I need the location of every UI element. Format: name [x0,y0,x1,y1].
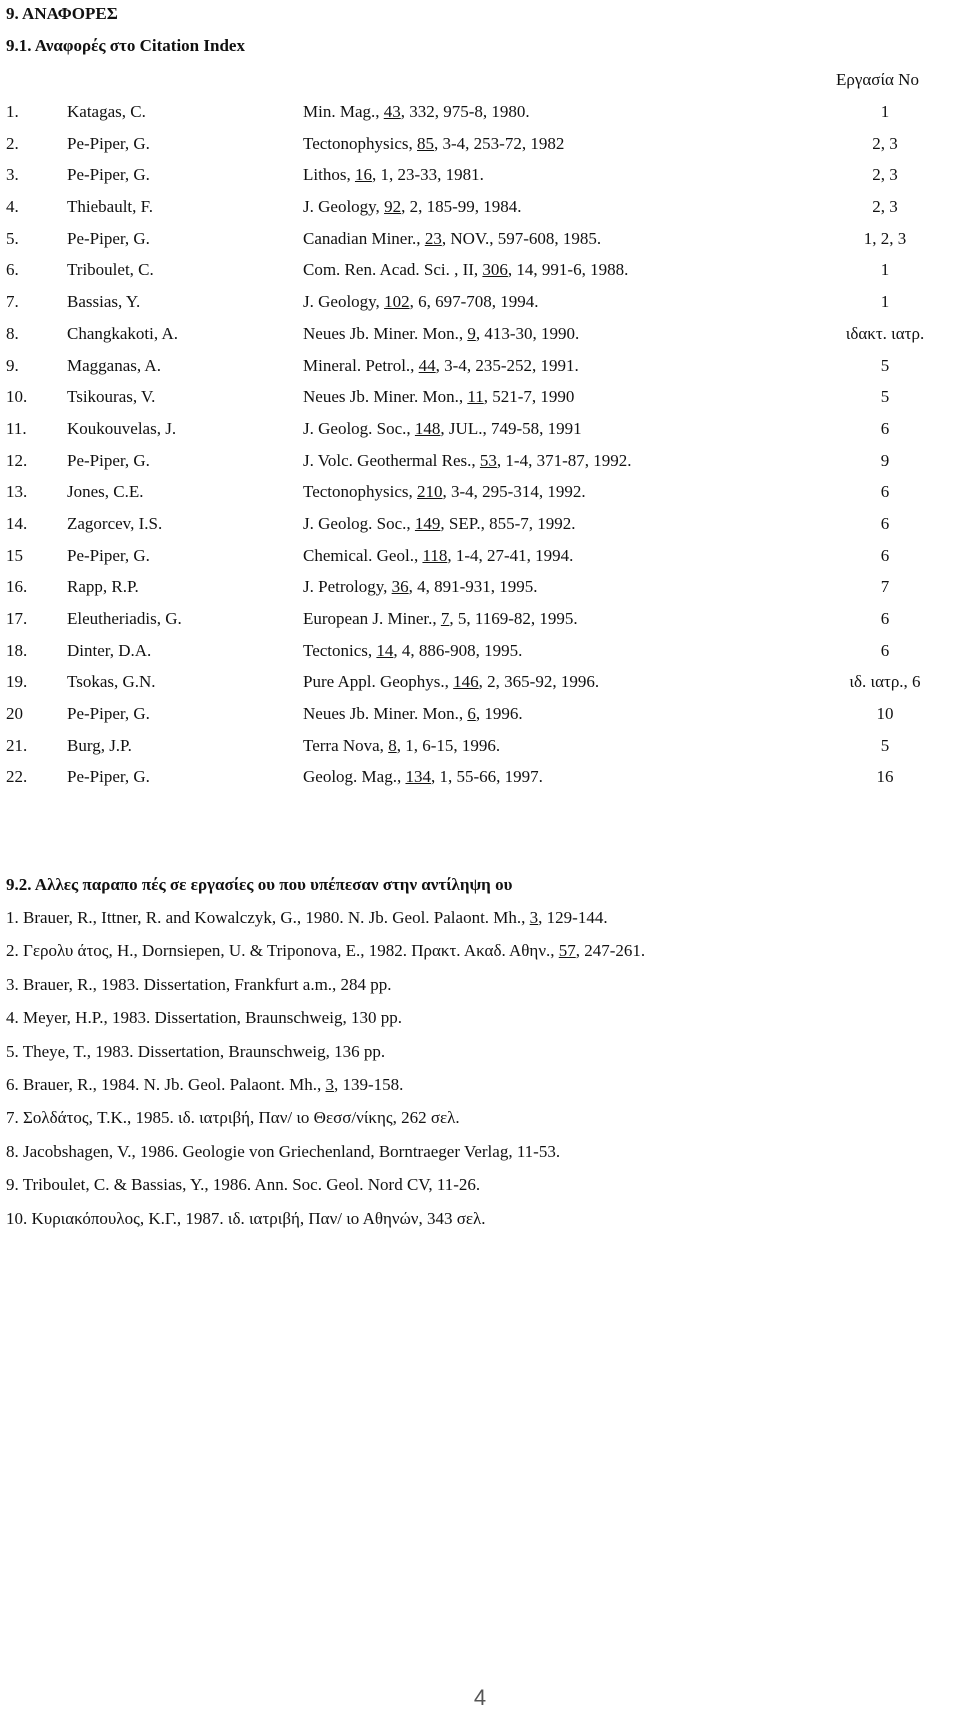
journal-details: , NOV., 597-608, 1985. [441,228,602,248]
journal-name: Tectonics, [303,640,377,660]
citation-row [0,197,960,229]
citation-index-list [0,102,960,799]
reference-pages: , 139-158. [333,1074,404,1094]
journal-volume: 8 [388,735,397,755]
journal-details: , 332, 975-8, 1980. [400,102,530,121]
citation-number: 2. [6,133,19,153]
journal-volume: 14 [376,640,394,660]
reference-item [6,1108,946,1141]
citation-row [0,704,960,736]
citation-author: Koukouvelas, J. [67,418,177,438]
citation-author: Bassias, Y. [67,292,141,312]
citation-author: Pe-Piper, G. [67,228,150,248]
citing-paper-number: 2, 3 [872,197,898,217]
citation-number: 14. [6,513,28,533]
citation-number: 8. [6,323,19,343]
citation-author: Eleutheriadis, G. [67,609,182,628]
citation-author: Tsikouras, V. [67,387,156,407]
journal-name: Mineral. Petrol., [303,355,419,375]
citing-paper-number: 6 [880,418,890,438]
journal-volume: 16 [354,165,372,185]
citation-row [0,260,960,292]
citation-author: Pe-Piper, G. [67,767,150,787]
citation-number: 9. [6,355,19,375]
journal-details: , 4, 886-908, 1995. [393,640,523,660]
citing-paper-number: 6 [880,609,890,628]
citation-row [0,102,960,134]
citation-journal [303,577,538,597]
journal-details: , 4, 891-931, 1995. [408,577,538,597]
journal-name: J. Geolog. Soc., [303,418,415,438]
journal-name: Tectonophysics, [303,133,418,153]
citation-row [0,672,960,704]
citation-author: Pe-Piper, G. [67,165,150,185]
citation-number: 21. [6,735,28,755]
journal-volume: 306 [482,260,508,280]
citing-paper-number: ιδ. ιατρ., 6 [849,672,921,692]
citation-journal [303,514,576,534]
journal-details: , 3-4, 253-72, 1982 [434,133,565,153]
journal-name: European J. Miner., [303,609,441,628]
reference-item [6,1075,946,1108]
journal-volume: 146 [453,672,479,692]
citation-author: Burg, J.P. [67,735,132,755]
reference-item [6,1209,946,1242]
citation-number: 17. [6,609,28,628]
citing-paper-number: 7 [880,577,890,597]
citation-row [0,767,960,799]
reference-pages: , 247-261. [575,941,646,961]
journal-name: J. Petrology, [303,577,392,597]
journal-volume: 6 [467,704,476,724]
citation-journal [303,165,484,185]
citation-number: 19. [6,672,28,692]
journal-name: Neues Jb. Miner. Mon., [303,704,468,724]
section-heading-other-references: 9.2. Αλλες παραπο πές σε εργασίες ου που υπέπεσαν στην αντίληψη ου [6,875,513,894]
journal-volume: 148 [414,418,441,438]
citation-journal [303,672,599,692]
journal-details: , SEP., 855-7, 1992. [440,513,576,533]
citation-journal [303,356,579,376]
citation-journal [303,292,538,312]
citing-paper-number: 1 [880,292,890,312]
journal-name: J. Geolog. Soc., [303,513,415,533]
citing-paper-number: 5 [880,387,890,407]
reference-text: 8. Jacobshagen, V., 1986. Geologie von Griechenland, Borntraeger Verlag, 11-53. [6,1141,561,1161]
journal-name: Pure Appl. Geophys., [303,672,454,692]
journal-name: Min. Mag., [303,102,384,121]
citation-journal [303,609,578,629]
citation-row [0,419,960,451]
reference-item [6,1008,946,1041]
journal-name: J. Geology, [303,197,385,217]
citation-number: 4. [6,197,19,217]
citation-number: 10. [6,387,28,407]
paper-number-column-header: Εργασία No [836,70,919,89]
citing-paper-number: 6 [880,545,890,565]
citing-paper-number: 1 [880,260,890,280]
reference-text: 6. Brauer, R., 1984. N. Jb. Geol. Palaont. Mh., [6,1074,326,1094]
journal-name: Neues Jb. Miner. Mon., [303,323,468,343]
journal-details: , 413-30, 1990. [475,323,580,343]
other-references-list [6,908,946,1242]
journal-volume: 23 [424,228,442,248]
citation-row [0,134,960,166]
citation-number: 11. [6,418,27,438]
reference-volume: 57 [558,941,576,961]
citation-number: 12. [6,450,28,470]
citation-author: Magganas, A. [67,355,161,375]
citation-journal [303,197,521,217]
citation-journal [303,324,579,344]
citation-row [0,165,960,197]
page-number: 4 [473,1685,487,1710]
citation-journal [303,387,574,407]
citation-row [0,736,960,768]
citation-row [0,577,960,609]
journal-details: , 521-7, 1990 [483,387,575,407]
reference-text: 7. Σολδάτος, T.K., 1985. ιδ. ιατριβή, Παν/ ιο Θεσσ/νίκης, 262 σελ. [6,1108,460,1128]
citation-row [0,451,960,483]
reference-item [6,908,946,941]
journal-details: , 3-4, 295-314, 1992. [442,482,586,502]
journal-details: , 1-4, 27-41, 1994. [447,545,574,565]
citation-author: Thiebault, F. [67,197,153,217]
citation-journal [303,767,543,787]
citation-journal [303,546,573,566]
journal-details: , 1996. [475,704,523,724]
citation-author: Tsokas, G.N. [67,672,156,692]
citing-paper-number: 6 [880,640,890,660]
citation-author: Dinter, D.A. [67,640,152,660]
citation-journal [303,736,500,756]
reference-item [6,1175,946,1208]
citation-row [0,229,960,261]
citing-paper-number: 6 [880,482,890,502]
citation-author: Pe-Piper, G. [67,450,150,470]
citing-paper-number: 9 [880,450,890,470]
citation-author: Zagorcev, I.S. [67,513,163,533]
citation-row [0,292,960,324]
citation-row [0,387,960,419]
journal-name: Geolog. Mag., [303,767,406,787]
journal-volume: 36 [391,577,409,597]
citing-paper-number: 1 [880,102,890,121]
citation-journal [303,102,530,122]
journal-volume: 210 [417,482,443,502]
journal-details: , 5, 1169-82, 1995. [449,609,578,628]
journal-name: J. Geology, [303,292,385,312]
journal-volume: 118 [422,545,448,565]
citation-row [0,324,960,356]
citation-row [0,482,960,514]
citation-row [0,356,960,388]
reference-text: 4. Meyer, H.P., 1983. Dissertation, Braunschweig, 130 pp. [6,1008,402,1028]
citation-number: 13. [6,482,28,502]
citation-journal [303,229,601,249]
journal-details: , 3-4, 235-252, 1991. [435,355,579,375]
citation-number: 15 [6,545,23,565]
journal-details: , 1, 23-33, 1981. [371,165,484,185]
journal-volume: 92 [384,197,402,217]
reference-text: 5. Theye, T., 1983. Dissertation, Braunschweig, 136 pp. [6,1041,386,1061]
journal-name: Lithos, [303,165,355,185]
citation-journal [303,641,522,661]
journal-volume: 149 [414,513,441,533]
journal-name: Canadian Miner., [303,228,425,248]
journal-volume: 102 [384,292,410,312]
reference-item [6,975,946,1008]
citation-journal [303,451,631,471]
citing-paper-number: ιδακτ. ιατρ. [845,323,925,343]
reference-text: 1. Brauer, R., Ittner, R. and Kowalczyk, G., 1980. N. Jb. Geol. Palaont. Mh., [6,908,530,927]
reference-text: 9. Triboulet, C. & Bassias, Y., 1986. Ann. Soc. Geol. Nord CV, 11-26. [6,1175,481,1195]
citation-journal [303,419,582,439]
citation-author: Jones, C.E. [67,482,144,502]
citation-number: 18. [6,640,28,660]
citation-journal [303,134,564,154]
journal-name: Neues Jb. Miner. Mon., [303,387,468,407]
journal-details: , JUL., 749-58, 1991 [440,418,582,438]
citing-paper-number: 1, 2, 3 [863,228,907,248]
journal-name: Com. Ren. Acad. Sci. , II, [303,260,483,280]
citing-paper-number: 6 [880,513,890,533]
citation-number: 22. [6,767,28,787]
reference-item [6,1142,946,1175]
citation-number: 20 [6,704,23,724]
citation-row [0,546,960,578]
citing-paper-number: 10 [876,704,894,724]
citation-author: Triboulet, C. [67,260,154,280]
citation-journal [303,260,628,280]
journal-details: , 1-4, 371-87, 1992. [496,450,632,470]
journal-volume: 43 [383,102,401,121]
journal-volume: 7 [440,609,450,628]
journal-volume: 44 [418,355,436,375]
citation-number: 6. [6,260,19,280]
citation-author: Katagas, C. [67,102,146,121]
journal-name: J. Volc. Geothermal Res., [303,450,480,470]
citing-paper-number: 5 [880,735,890,755]
citation-number: 16. [6,577,28,597]
citation-number: 3. [6,165,19,185]
journal-name: Tectonophysics, [303,482,418,502]
reference-volume: 3 [529,908,539,927]
citation-number: 7. [6,292,19,312]
citing-paper-number: 2, 3 [872,165,898,185]
reference-text: 3. Brauer, R., 1983. Dissertation, Frankfurt a.m., 284 pp. [6,974,392,994]
journal-name: Chemical. Geol., [303,545,423,565]
journal-details: , 1, 55-66, 1997. [430,767,543,787]
journal-volume: 9 [467,323,476,343]
citing-paper-number: 5 [880,355,890,375]
citation-author: Pe-Piper, G. [67,704,150,724]
citation-number: 5. [6,228,19,248]
reference-item [6,941,946,974]
reference-pages: , 129-144. [538,908,608,927]
journal-details: , 14, 991-6, 1988. [507,260,629,280]
citation-journal [303,482,586,502]
citing-paper-number: 2, 3 [872,133,898,153]
citation-author: Pe-Piper, G. [67,545,150,565]
reference-item [6,1042,946,1075]
citation-number: 1. [6,102,19,121]
journal-details: , 6, 697-708, 1994. [409,292,539,312]
citation-author: Changkakoti, A. [67,323,178,343]
journal-details: , 2, 185-99, 1984. [401,197,522,217]
reference-text: 2. Γερολυ άτος, H., Dornsiepen, U. & Triponova, E., 1982. Πρακτ. Ακαδ. Αθην., [6,941,559,961]
journal-volume: 11 [467,387,484,407]
section-heading-citation-index: 9.1. Αναφορές στο Citation Index [6,36,245,55]
citing-paper-number: 16 [876,767,894,787]
citation-row [0,641,960,673]
citation-author: Pe-Piper, G. [67,133,150,153]
reference-text: 10. Κυριακόπουλος, K.Γ., 1987. ιδ. ιατριβή, Παν/ ιο Αθηνών, 343 σελ. [6,1208,486,1228]
chapter-heading: 9. ΑΝΑΦΟΡΕΣ [6,4,118,23]
journal-volume: 134 [405,767,431,787]
journal-details: , 1, 6-15, 1996. [396,735,501,755]
journal-name: Terra Nova, [303,735,389,755]
citation-row [0,609,960,641]
citation-row [0,514,960,546]
citation-journal [303,704,523,724]
journal-details: , 2, 365-92, 1996. [478,672,600,692]
journal-volume: 53 [479,450,497,470]
reference-volume: 3 [325,1074,334,1094]
citation-author: Rapp, R.P. [67,577,139,597]
journal-volume: 85 [417,133,435,153]
